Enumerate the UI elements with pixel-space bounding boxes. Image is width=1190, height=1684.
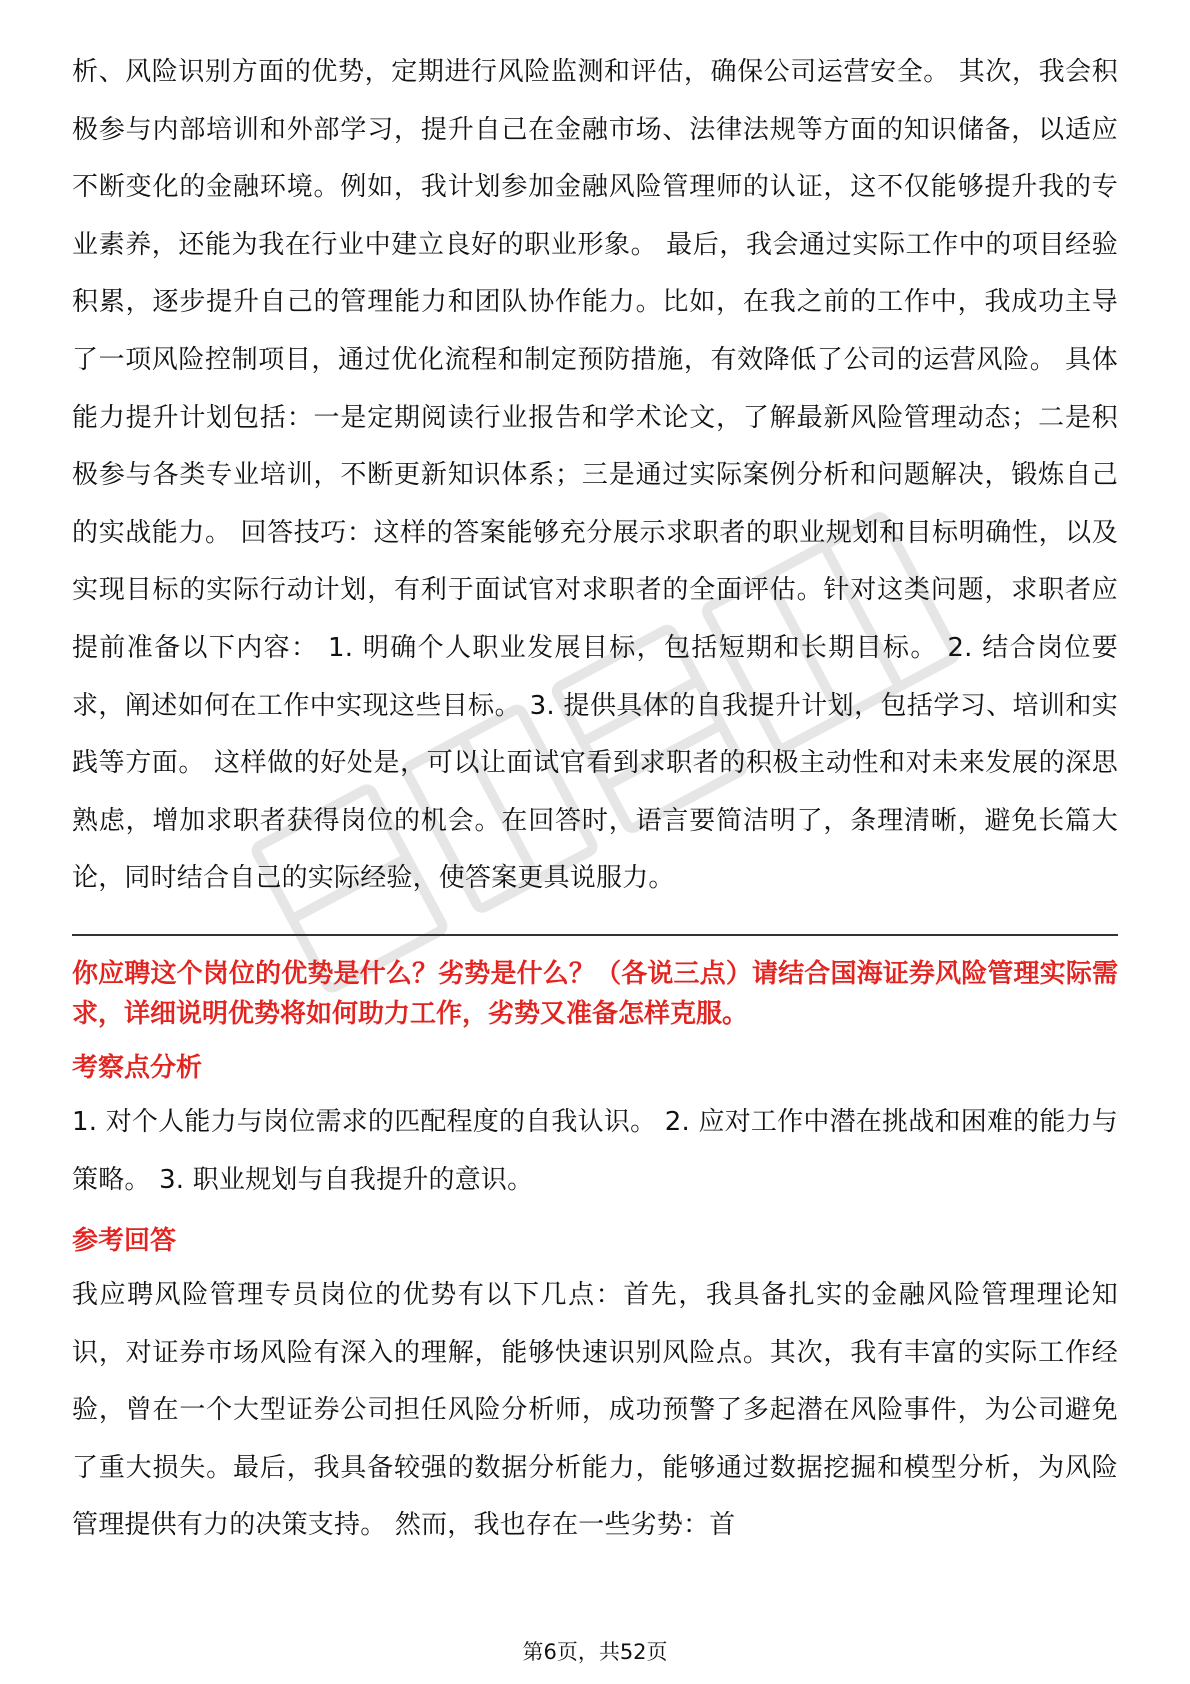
document-page (72, 44, 1118, 1555)
analysis-text: 1. 对个人能力与岗位需求的匹配程度的自我认识。 2. 应对工作中潜在挑战和困难的能力与策略。 3. 职业规划与自我提升的意识。 (72, 1106, 1118, 1195)
intro-paragraph: 析、风险识别方面的优势，定期进行风险监测和评估，确保公司运营安全。 其次，我会积极参与内部培训和外部学习，提升自己在金融市场、法律法规等方面的知识储备，以适应不断变化的金融环境。例如，我计划参加金融风险管理师的认证，这不仅能够提升我的专业素养，还能为我在行业中建立良好的职业形象。 最后，我会通过实际工作中的项目经验积累，逐步提升自己的管理能力和团队协作能力。比如，在我之前的工作中，我成功主导了一项风险控制项目，通过优化流程和制定预防措施，有效降低了公司的运营风险。 具体能力提升计划包括：一是定期阅读行业报告和学术论文，了解最新风险管理动态；二是积极参与各类专业培训，不断更新知识体系；三是通过实际案例分析和问题解决，锻炼自己的实战能力。 回答技巧：这样的答案能够充分展示求职者的职业规划和目标明确性，以及实现目标的实际行动计划，有利于面试官对求职者的全面评估。针对这类问题，求职者应提前准备以下内容： 1. 明确个人职业发展目标，包括短期和长期目标。 2. 结合岗位要求，阐述如何在工作中实现这些目标。 3. 提供具体的自我提升计划，包括学习、培训和实践等方面。 这样做的好处是，可以让面试官看到求职者的积极主动性和对未来发展的深思熟虑，增加求职者获得岗位的机会。在回答时，语言要简洁明了，条理清晰，避免长篇大论，同时结合自己的实际经验，使答案更具说服力。 (72, 57, 1118, 894)
section-spacer (72, 1209, 1118, 1221)
answer-heading: 参考回答 (72, 1226, 177, 1257)
analysis-heading: 考察点分析 (72, 1052, 203, 1083)
answer-text: 我应聘风险管理专员岗位的优势有以下几点：首先，我具备扎实的金融风险管理理论知识，对证券市场风险有深入的理解，能够快速识别风险点。其次，我有丰富的实际工作经验，曾在一个大型证券公司担任风险分析师，成功预警了多起潜在风险事件，为公司避免了重大损失。最后，我具备较强的数据分析能力，能够通过数据挖掘和模型分析，为风险管理提供有力的决策支持。 然而，我也存在一些劣势：首 (72, 1280, 1118, 1541)
section-divider (72, 934, 1118, 936)
interview-question: 你应聘这个岗位的优势是什么？劣势是什么？（各说三点）请结合国海证券风险管理实际需求，详细说明优势将如何助力工作，劣势又准备怎样克服。 (72, 958, 1118, 1029)
page-footer: 第6页，共52页 (522, 1640, 668, 1664)
